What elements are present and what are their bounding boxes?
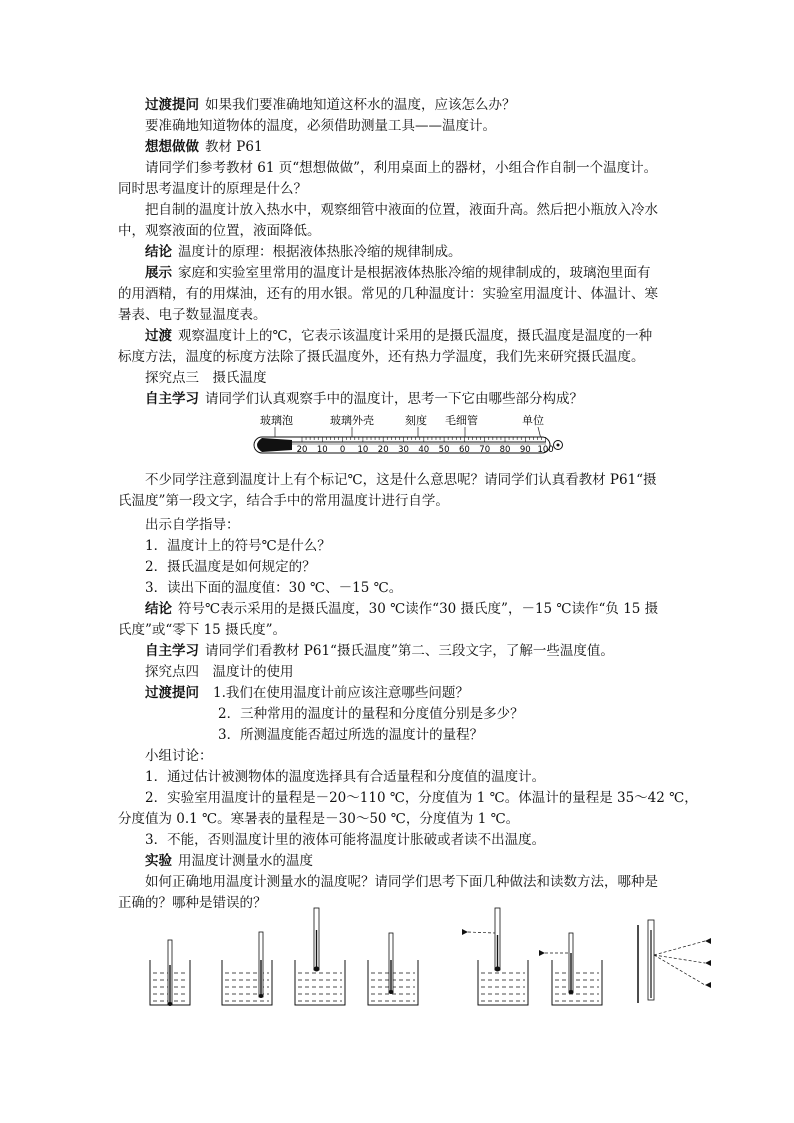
eye-icon [705,938,711,944]
thermometer-part-label: 单位 [522,414,544,427]
section-heading: 探究点三 摄氏温度 [145,370,267,386]
paragraph-line: 想想做做 教材 P61 [145,139,263,155]
paragraph-line: 如何正确地用温度计测量水的温度呢？请同学们思考下面几种做法和读数方法，哪种是 [145,874,658,890]
paragraph-line: 把自制的温度计放入热水中，观察细管中液面的位置，液面升高。然后把小瓶放入冷水 [145,202,658,218]
thermometer-scale-label: 70 [479,445,491,455]
paragraph-label: 展示 [145,265,172,281]
thermometer-part-label: 刻度 [405,414,427,427]
reading-angles-diagram [638,920,711,1003]
paragraph-label: 想想做做 [145,139,199,155]
beaker-4 [368,933,418,1005]
paragraph-line: 正确的？哪种是错误的？ [118,895,267,911]
paragraph-line: 过渡提问 1.我们在使用温度计前应该注意哪些问题？ [145,685,469,701]
beaker-3 [295,908,345,1005]
paragraph-line: 标度方法，温度的标度方法除了摄氏温度外，还有热力学温度，我们先来研究摄氏温度。 [118,349,645,365]
section-heading: 探究点四 温度计的使用 [145,664,294,680]
eye-icon [462,929,468,935]
paragraph-line: 展示 家庭和实验室里常用的温度计是根据液体热胀冷缩的规律制成的，玻璃泡里面有 [145,265,651,281]
list-item: 1．通过估计被测物体的温度选择具有合适量程和分度值的温度计。 [145,769,546,785]
paragraph-line: 氏度”或“零下 15 摄氏度”。 [118,622,286,638]
thermometer-scale-label: 60 [458,445,470,455]
thermometer-scale-label: 20 [377,445,389,455]
eye-icon [705,982,711,988]
paragraph-line: 的用酒精，有的用煤油，还有的用水银。常见的几种温度计：实验室用温度计、体温计、寒 [118,286,658,302]
list-item: 3．所测温度能否超过所选的温度计的量程？ [218,727,484,743]
paragraph-label: 结论 [145,244,172,260]
list-item: 3．读出下面的温度值：30 ℃、－15 ℃。 [145,580,403,596]
list-item: 3．不能，否则温度计里的液体可能将温度计胀破或者读不出温度。 [145,832,546,848]
thermometer-diagram [250,410,570,465]
paragraph-line: 中，观察液面的位置，液面降低。 [118,223,321,239]
thermometer-scale-label: 40 [418,445,430,455]
paragraph-line: 同时思考温度计的原理是什么？ [118,181,307,197]
thermometer-scale-label: 50 [438,445,450,455]
thermometer-scale-label: 90 [519,445,531,455]
beaker-6 [539,933,602,1005]
paragraph-label: 自主学习 [145,643,199,659]
paragraph-line: 实验 用温度计测量水的温度 [145,853,313,869]
beaker-2 [222,932,272,1005]
paragraph-label: 过渡提问 [145,685,199,701]
thermometer-scale-label: 20 [296,445,308,455]
thermometer-scale-label: 10 [357,445,369,455]
paragraph-label: 实验 [145,853,172,869]
paragraph-line: 要准确地知道物体的温度，必须借助测量工具——温度计。 [145,118,496,134]
paragraph-line: 小组讨论： [145,748,213,764]
paragraph-line: 暑表、电子数显温度表。 [118,307,267,323]
beaker-1 [150,940,190,1006]
beaker-5 [462,908,528,1005]
paragraph-label: 结论 [145,601,172,617]
paragraph-label: 自主学习 [145,391,199,407]
list-item: 1．温度计上的符号℃是什么？ [145,538,331,554]
paragraph-label: 过渡 [145,328,172,344]
list-item: 2．三种常用的温度计的量程和分度值分别是多少？ [218,706,524,722]
paragraph-line: 结论 符号℃表示采用的是摄氏温度，30 ℃读作“30 摄氏度”，－15 ℃读作“负 15 摄 [145,601,659,617]
paragraph-line: 出示自学指导： [145,517,240,533]
eye-icon [705,960,711,966]
paragraph-line: 过渡 观察温度计上的℃，它表示该温度计采用的是摄氏温度，摄氏温度是温度的一种 [145,328,653,344]
paragraph-line: 请同学们参考教材 61 页“想想做做”，利用桌面上的器材，小组合作自制一个温度计。 [145,160,658,176]
paragraph-line: 分度值为 0.1 ℃。寒暑表的量程是－30～50 ℃，分度值为 1 ℃。 [118,811,520,827]
paragraph-line: 不少同学注意到温度计上有个标记℃，这是什么意思呢？请同学们认真看教材 P61“摄 [145,472,657,488]
thermometer-part-label: 毛细管 [445,414,478,427]
eye-icon [539,950,545,956]
thermometer-scale-label: 30 [398,445,409,455]
thermometer-scale-label: 10 [316,445,328,455]
list-item: 2．摄氏温度是如何规定的？ [145,559,316,575]
beaker-figures [140,905,740,1015]
paragraph-line: 自主学习 请同学们看教材 P61“摄氏温度”第二、三段文字，了解一些温度值。 [145,643,614,659]
thermometer-part-label: 玻璃泡 [260,414,293,427]
thermometer-scale-label: 80 [499,445,511,455]
thermometer-scale-label: 0 [339,445,346,455]
paragraph-line: 氏温度”第一段文字，结合手中的常用温度计进行自学。 [118,493,449,509]
thermometer-part-label: 玻璃外壳 [330,414,374,427]
thermometer-scale-label: 100 [537,445,554,455]
paragraph-line: 过渡提问 如果我们要准确地知道这杯水的温度，应该怎么办？ [145,97,516,113]
list-item: 2．实验室用温度计的量程是－20～110 ℃，分度值为 1 ℃。体温计的量程是 35～42 ℃， [145,790,698,806]
paragraph-label: 过渡提问 [145,97,199,113]
paragraph-line: 自主学习 请同学们认真观察手中的温度计，思考一下它由哪些部分构成？ [145,391,583,407]
paragraph-line: 结论 温度计的原理：根据液体热胀冷缩的规律制成。 [145,244,462,260]
